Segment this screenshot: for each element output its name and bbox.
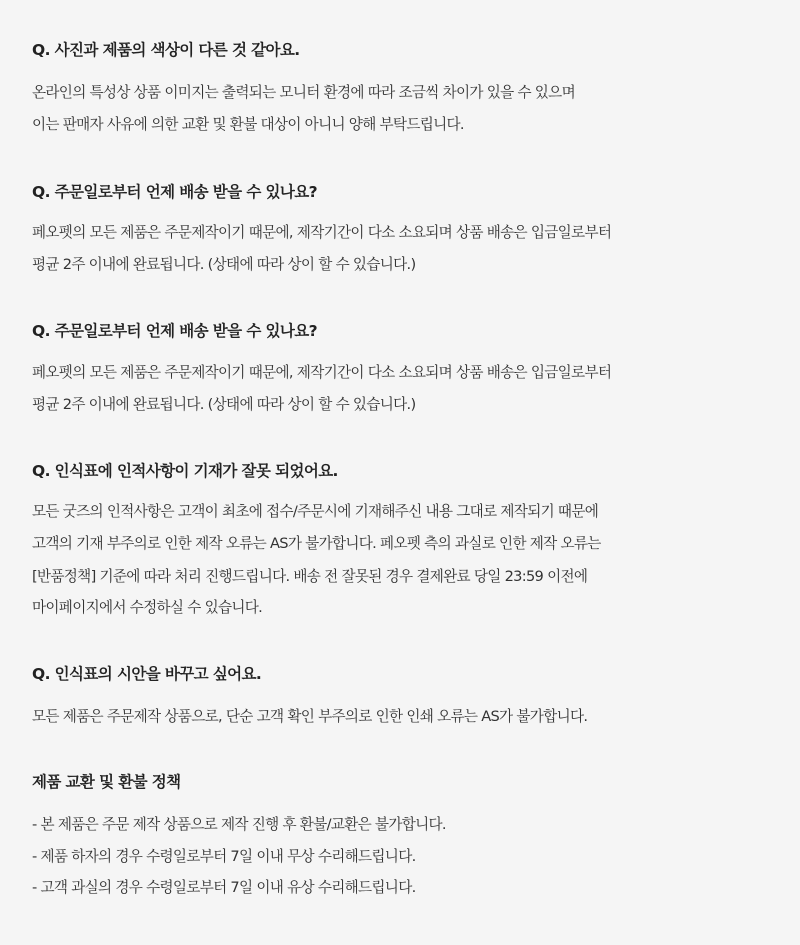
faq-question: Q. 인식표의 시안을 바꾸고 싶어요.	[32, 665, 262, 683]
faq-question: Q. 주문일로부터 언제 배송 받을 수 있나요?	[32, 183, 318, 201]
faq-question: Q. 사진과 제품의 색상이 다른 것 같아요.	[32, 41, 300, 59]
policy-item: - 본 제품은 주문 제작 상품으로 제작 진행 후 환불/교환은 불가합니다.	[32, 816, 446, 833]
faq-answer-line: 평균 2주 이내에 완료됩니다. (상태에 따라 상이 할 수 있습니다.)	[32, 396, 416, 413]
faq-answer-line: 이는 판매자 사유에 의한 교환 및 환불 대상이 아니니 양해 부탁드립니다.	[32, 116, 464, 133]
faq-answer-line: 마이페이지에서 수정하실 수 있습니다.	[32, 599, 263, 616]
faq-question: Q. 주문일로부터 언제 배송 받을 수 있나요?	[32, 322, 318, 340]
faq-answer-line: 페오펫의 모든 제품은 주문제작이기 때문에, 제작기간이 다소 소요되며 상품 배송은 입금일로부터	[32, 224, 612, 241]
faq-answer-line: 모든 제품은 주문제작 상품으로, 단순 고객 확인 부주의로 인한 인쇄 오류는 AS가 불가합니다.	[32, 708, 588, 725]
policy-item: - 고객 과실의 경우 수령일로부터 7일 이내 유상 수리해드립니다.	[32, 879, 416, 896]
policy-title: 제품 교환 및 환불 정책	[32, 773, 181, 791]
faq-answer-line: [반품정책] 기준에 따라 처리 진행드립니다. 배송 전 잘못된 경우 결제완료 당일 23:59 이전에	[32, 568, 588, 585]
faq-answer-line: 모든 굿즈의 인적사항은 고객이 최초에 접수/주문시에 기재해주신 내용 그대로 제작되기 때문에	[32, 503, 599, 520]
faq-answer-line: 평균 2주 이내에 완료됩니다. (상태에 따라 상이 할 수 있습니다.)	[32, 256, 416, 273]
faq-answer-line: 페오펫의 모든 제품은 주문제작이기 때문에, 제작기간이 다소 소요되며 상품 배송은 입금일로부터	[32, 364, 612, 381]
faq-answer-line: 고객의 기재 부주의로 인한 제작 오류는 AS가 불가합니다. 페오펫 측의 과실로 인한 제작 오류는	[32, 535, 601, 552]
faq-answer-line: 온라인의 특성상 상품 이미지는 출력되는 모니터 환경에 따라 조금씩 차이가 있을 수 있으며	[32, 84, 575, 101]
faq-question: Q. 인식표에 인적사항이 기재가 잘못 되었어요.	[32, 462, 338, 480]
policy-item: - 제품 하자의 경우 수령일로부터 7일 이내 무상 수리해드립니다.	[32, 848, 416, 865]
